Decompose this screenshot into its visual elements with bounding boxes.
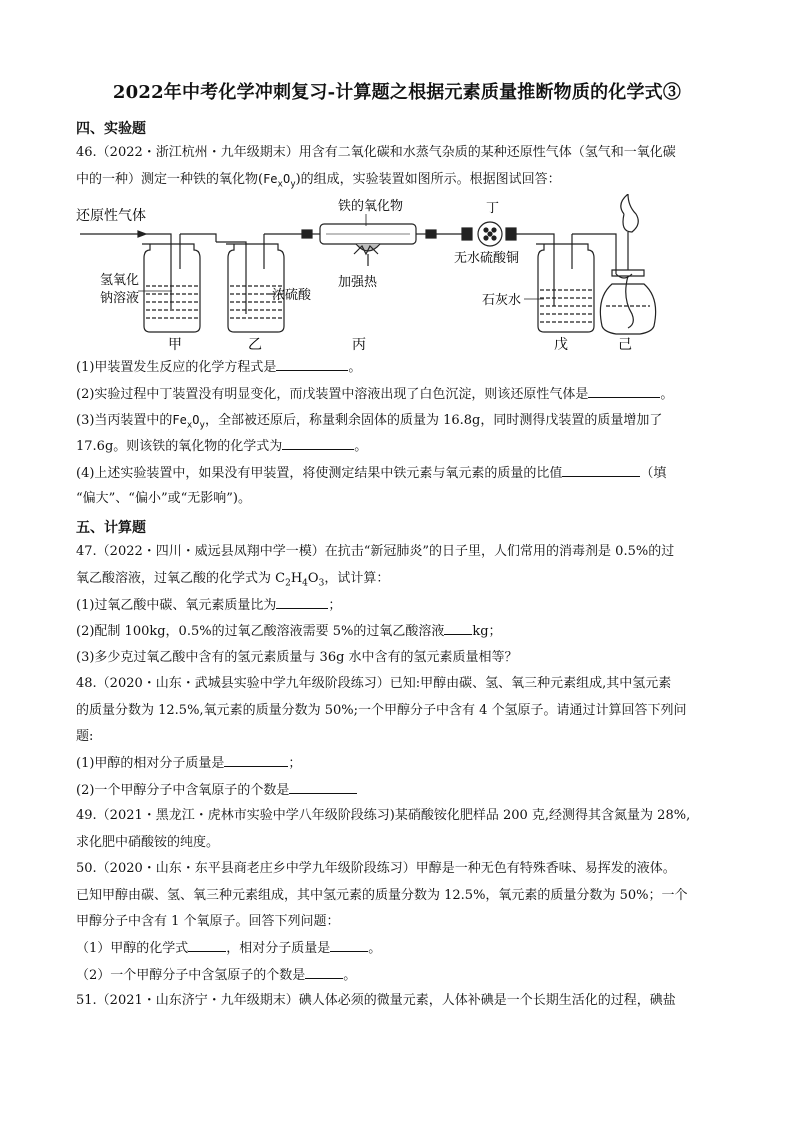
q47-line2: 氧乙酸溶液，过氧乙酸的化学式为 $C_2H_4O_3$，试计算： xyxy=(76,571,390,589)
answer-blank xyxy=(282,437,354,450)
answer-blank xyxy=(562,464,640,477)
q46-sub1: (1)甲装置发生反应的化学方程式是 。 xyxy=(76,360,362,375)
label-limewater: 石灰水 xyxy=(482,293,522,308)
answer-blank xyxy=(224,754,288,767)
q46-line1: 46.（2022・浙江杭州・九年级期末）用含有二氧化碳和水蒸气杂质的某种还原性气体（氢气和一氧化碳 xyxy=(76,145,676,160)
label-heat: 加强热 xyxy=(338,275,378,290)
q46-sub2: (2)实验过程中丁装置没有明显变化，而戊装置中溶液出现了白色沉淀，则该还原性气体是 。 xyxy=(76,387,674,402)
label-cuso4: 无水硫酸铜 xyxy=(454,251,520,266)
q48-line1: 48.（2020・山东・武城县实验中学九年级阶段练习）已知:甲醇由碳、氢、氧三种元素组成,其中氢元素 xyxy=(76,676,672,691)
answer-blank xyxy=(588,385,660,398)
q49-line2: 求化肥中硝酸铵的纯度。 xyxy=(76,835,220,850)
q47-sub3: (3)多少克过氧乙酸中含有的氢元素质量与 36g 水中含有的氢元素质量相等？ xyxy=(76,650,518,665)
section-heading-experiment: 四、实验题 xyxy=(76,121,146,137)
answer-blank xyxy=(188,939,226,952)
answer-blank xyxy=(444,622,472,635)
label-yi: 乙 xyxy=(248,337,262,352)
label-inlet-gas: 还原性气体 xyxy=(76,208,146,224)
q50-line2: 已知甲醇由碳、氢、氧三种元素组成，其中氢元素的质量分数为 12.5%，氧元素的质量分数为 50%；一个 xyxy=(76,888,688,903)
q46-sub3-cont: 17.6g。则该铁的氧化物的化学式为 。 xyxy=(76,439,368,454)
q50-sub1: （1）甲醇的化学式 ，相对分子质量是 。 xyxy=(76,941,382,956)
answer-blank xyxy=(276,596,328,609)
q50-line1: 50.（2020・山东・东平县商老庄乡中学九年级阶段练习）甲醇是一种无色有特殊香味、易挥发的液体。 xyxy=(76,861,676,876)
q48-sub1: (1)甲醇的相对分子质量是 ； xyxy=(76,756,302,771)
q50-sub2: （2）一个甲醇分子中含氢原子的个数是 。 xyxy=(76,968,357,983)
q51-line1: 51.（2021・山东济宁・九年级期末）碘人体必须的微量元素，人体补碘是一个长期生活化的过程，碘盐 xyxy=(76,993,676,1008)
label-jia: 甲 xyxy=(168,337,182,352)
answer-blank xyxy=(289,781,357,794)
answer-blank xyxy=(305,966,343,979)
q47-sub1: (1)过氧乙酸中碳、氧元素质量比为 ； xyxy=(76,598,342,613)
label-h2so4: 浓硫酸 xyxy=(272,288,312,303)
q47-line1: 47.（2022・四川・威远县凤翔中学一模）在抗击“新冠肺炎”的日子里，人们常用的消毒剂是 0.5%的过 xyxy=(76,544,675,559)
label-wu: 戊 xyxy=(554,337,568,352)
answer-blank xyxy=(276,358,348,371)
q48-line2: 的质量分数为 12.5%,氧元素的质量分数为 50%;一个甲醇分子中含有 4 个氢原子。请通过计算回答下列问 xyxy=(76,703,687,718)
q48-line3: 题: xyxy=(76,729,94,744)
label-bing: 丙 xyxy=(352,337,366,352)
q47-sub2: (2)配制 100kg，0.5%的过氧乙酸溶液需要 5%的过氧乙酸溶液 kg； xyxy=(76,624,502,639)
page-title: 2022年中考化学冲刺复习-计算题之根据元素质量推断物质的化学式③ xyxy=(112,82,682,103)
q46-formula: $Fe_xO_y$ xyxy=(263,172,296,190)
label-naoh-1: 氢氧化 xyxy=(100,273,140,288)
q46-sub3: (3)当丙装置中的$Fe_xO_y$，全部被还原后，称量剩余固体的质量为 16.8g，同时测得戊装置的质量增加了 xyxy=(76,413,663,431)
q46-sub4: (4)上述实验装置中，如果没有甲装置，将使测定结果中铁元素与氧元素的质量的比值 （填 xyxy=(76,466,667,481)
label-oxide: 铁的氧化物 xyxy=(338,199,404,214)
label-ji: 己 xyxy=(618,337,632,352)
label-naoh-2: 钠溶液 xyxy=(100,291,140,306)
q46-sub4-cont: “偏大”、“偏小”或“无影响”)。 xyxy=(76,491,251,506)
label-ding: 丁 xyxy=(486,201,500,216)
q48-sub2: (2)一个甲醇分子中含氧原子的个数是 xyxy=(76,781,357,800)
section-heading-calculation: 五、计算题 xyxy=(76,520,146,536)
q50-line3: 甲醇分子中含有 1 个氧原子。回答下列问题： xyxy=(76,914,340,929)
q46-line2: 中的一种）测定一种铁的氧化物$(Fe_xO_y)$的组成，实验装置如图所示。根据图试回答： xyxy=(76,172,561,190)
q49-line1: 49.（2021・黑龙江・虎林市实验中学八年级阶段练习)某硝酸铵化肥样品 200 克,经测得其含氮量为 28%, xyxy=(76,808,691,823)
apparatus-diagram xyxy=(76,194,676,352)
answer-blank xyxy=(330,939,368,952)
